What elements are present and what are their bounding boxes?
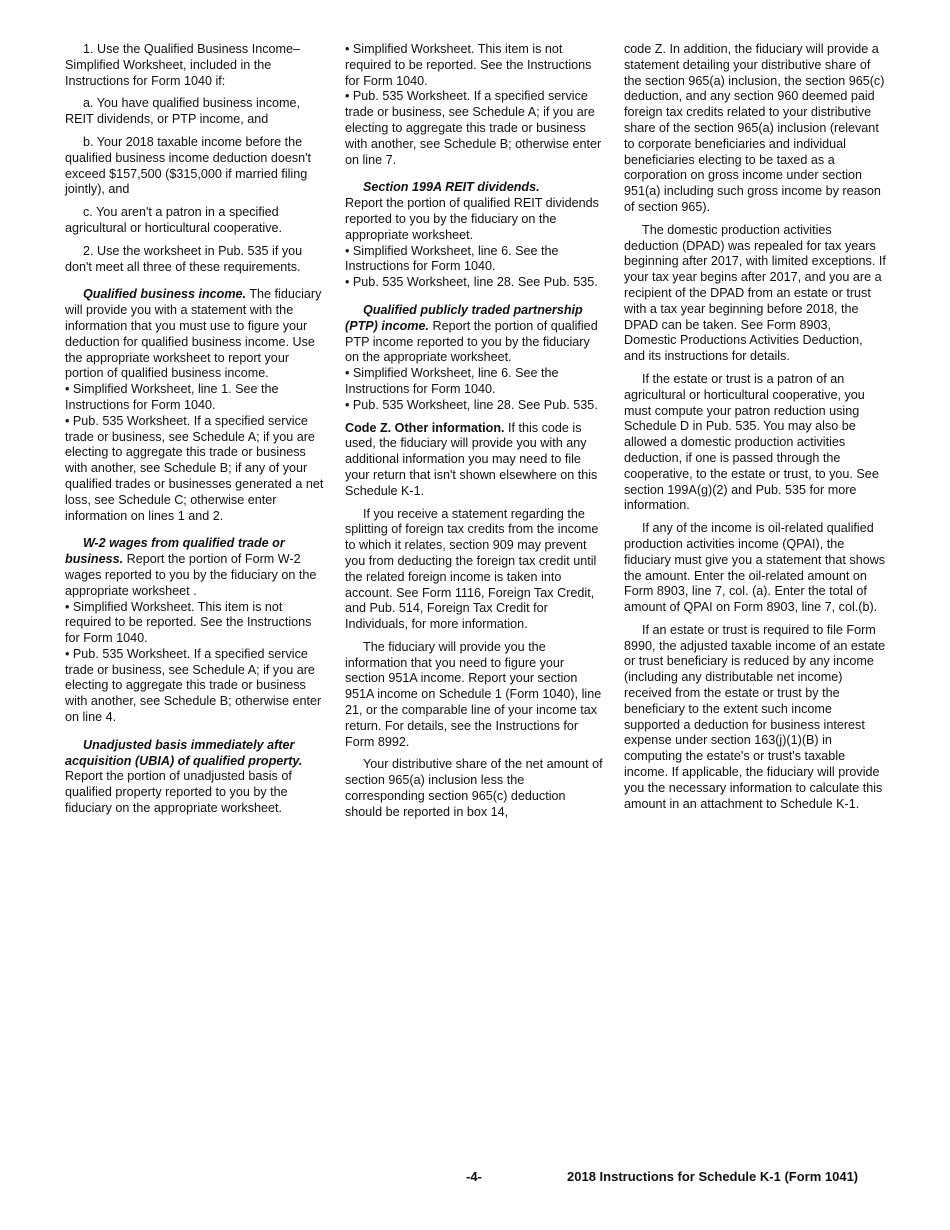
paragraph: a. You have qualified business income, REIT dividends, or PTP income, and [65,96,301,127]
paragraph: The domestic production activities deduction (DPAD) was repealed for tax years beginning after 2017, with limited exceptions. If your tax year begins after 2017, and you are a recipient of the DPAD from an estate or trust with a tax year beginning before 2018, the DPAD can be taken. See Form 8903, Domestic Productions Activities Deduction, and its instructions for details. [624,222,886,364]
paragraph: 2. Use the worksheet in Pub. 535 if you don't meet all three of these requirements. [65,243,303,274]
heading-ptp-income: Qualified publicly traded partnership (PTP) income. [345,302,583,333]
paragraph-text: Report the portion of unadjusted basis of qualified property reported to you by the fiduciary on the appropriate worksheet. [65,769,292,816]
section-code-z [345,421,603,500]
paragraph-text: Report the portion of qualified REIT dividends reported to you by the fiduciary on the appropriate worksheet. [345,196,599,242]
bullet-item: • Simplified Worksheet, line 1. See the Instructions for Form 1040. [65,382,279,412]
document-title: 2018 Instructions for Schedule K-1 (Form 1041) [567,1169,859,1184]
section-w2-wages [65,536,327,599]
bullet-item: • Pub. 535 Worksheet, line 28. See Pub. 535. [345,397,598,412]
bullet-item: • Pub. 535 Worksheet, line 28. See Pub. 535. [345,275,598,290]
paragraph: If you receive a statement regarding the splitting of foreign tax credits from the income to which it relates, section 909 may prevent you from deducting the foreign tax credit until the related foreign income is taken into account. See Form 1116, Foreign Tax Credit, and Pub. 514, Foreign Tax Credit for Individuals, for more information. [345,506,599,632]
paragraph: The fiduciary will provide you the information that you need to figure your section 951A income. Report your section 951A income on Schedule 1 (Form 1040), line 21, or the comparable line of your income tax return. For details, see the Instructions for Form 8992. [345,639,602,749]
paragraph-text: If this code is used, the fiduciary will provide you with any additional information you may need to file your return that isn't shown elsewhere on this Schedule K-1. [345,420,598,498]
heading-qualified-business-income: Qualified business income. [83,287,247,302]
bullet-item: • Simplified Worksheet. This item is not required to be reported. See the Instructions for Form 1040. [65,599,312,646]
bullet-item: • Pub. 535 Worksheet. If a specified service trade or business, see Schedule A; if you are electing to aggregate this trade or business with another, see Schedule B; otherwise enter on line 7. [345,89,602,167]
section-reit [345,180,603,243]
column-middle [345,42,603,828]
paragraph: 1. Use the Qualified Business Income–Simplified Worksheet, included in the Instructions for Form 1040 if: [65,42,301,88]
heading-w2-wages: W-2 wages from qualified trade or business. [65,536,285,567]
paragraph: If any of the income is oil-related qualified production activities income (QPAI), the fiduciary must give you a statement that shows the amount. Enter the oil-related amount on Form 8903, line 7, col. (a). Enter the total of amount of QPAI on Form 8903, line 7, col.(b). [624,521,886,615]
page-number: -4- [466,1169,482,1184]
paragraph: If the estate or trust is a patron of an agricultural or horticultural cooperative, you must compute your patron reduction using Schedule D in Pub. 535. You may also be allowed a domestic production activities deduction, if one is passed through the cooperative, to the estate or trust, to you. See section 199A(g)(2) and Pub. 535 for more information. [624,371,879,513]
section-ubia [65,738,327,817]
section-ptp [345,303,603,366]
column-left [65,42,327,824]
paragraph-text: Report the portion of Form W-2 wages reported to you by the fiduciary on the appropriate worksheet . [65,552,317,598]
bullet-item: • Simplified Worksheet, line 6. See the Instructions for Form 1040. [345,243,559,274]
paragraph: Your distributive share of the net amount of section 965(a) inclusion less the corresponding section 965(c) deduction should be reported in box 14, [345,757,603,819]
paragraph: c. You aren't a patron in a specified agricultural or horticultural cooperative. [65,205,282,235]
section-qbi [65,287,327,382]
heading-code-z: Code Z. Other information. [345,420,505,435]
column-right [624,42,886,819]
bullet-item: • Simplified Worksheet, line 6. See the Instructions for Form 1040. [345,366,559,396]
bullet-item: • Pub. 535 Worksheet. If a specified service trade or business, see Schedule A; if you are electing to aggregate this trade or business with another, see Schedule B; otherwise enter on line 4. [65,646,322,725]
bullet-item: • Pub. 535 Worksheet. If a specified service trade or business, see Schedule A; if you are electing to aggregate this trade or business with another, see Schedule B; if any of your qualified trades or businesses generated a net loss, see Schedule C; otherwise enter information on lines 1 and 2. [65,413,324,523]
paragraph-text: The fiduciary will provide you with a statement with the information that you must use to figure your deduction for qualified business income. Use the appropriate worksheet to report your portion of qualified business income. [65,287,322,381]
paragraph-text: Report the portion of qualified PTP income reported to you by the fiduciary on the appropriate worksheet. [345,318,598,365]
heading-ubia: Unadjusted basis immediately after acquisition (UBIA) of qualified property. [65,737,303,768]
paragraph: code Z. In addition, the fiduciary will provide a statement detailing your distributive share of the section 965(a) inclusion, the section 965(c) deduction, and any section 960 deemed paid foreign tax credits related to your distributive share of the section 965(a) inclusion (relevant to corporate beneficiaries and individual beneficiaries electing to be taxed as a corporation on gross income under section 951(a) including such gross income by reason of section 965). [624,42,885,214]
bullet-item: • Simplified Worksheet. This item is not required to be reported. See the Instructions for Form 1040. [345,42,592,88]
heading-reit-dividends: Section 199A REIT dividends. [363,180,540,195]
paragraph: b. Your 2018 taxable income before the qualified business income deduction doesn't exceed $157,500 ($315,000 if married filing jointly), and [65,134,312,197]
paragraph: If an estate or trust is required to file Form 8990, the adjusted taxable income of an estate or trust beneficiary is reduced by any income (including any distributable net income) received from the estate or trust by the beneficiary to the extent such income supported a deduction for business interest expense under section 163(j)(1)(B) in computing the estate's or trust's taxable income. If applicable, the fiduciary will provide you the necessary information to calculate this amount in an attachment to Schedule K-1. [624,622,886,811]
